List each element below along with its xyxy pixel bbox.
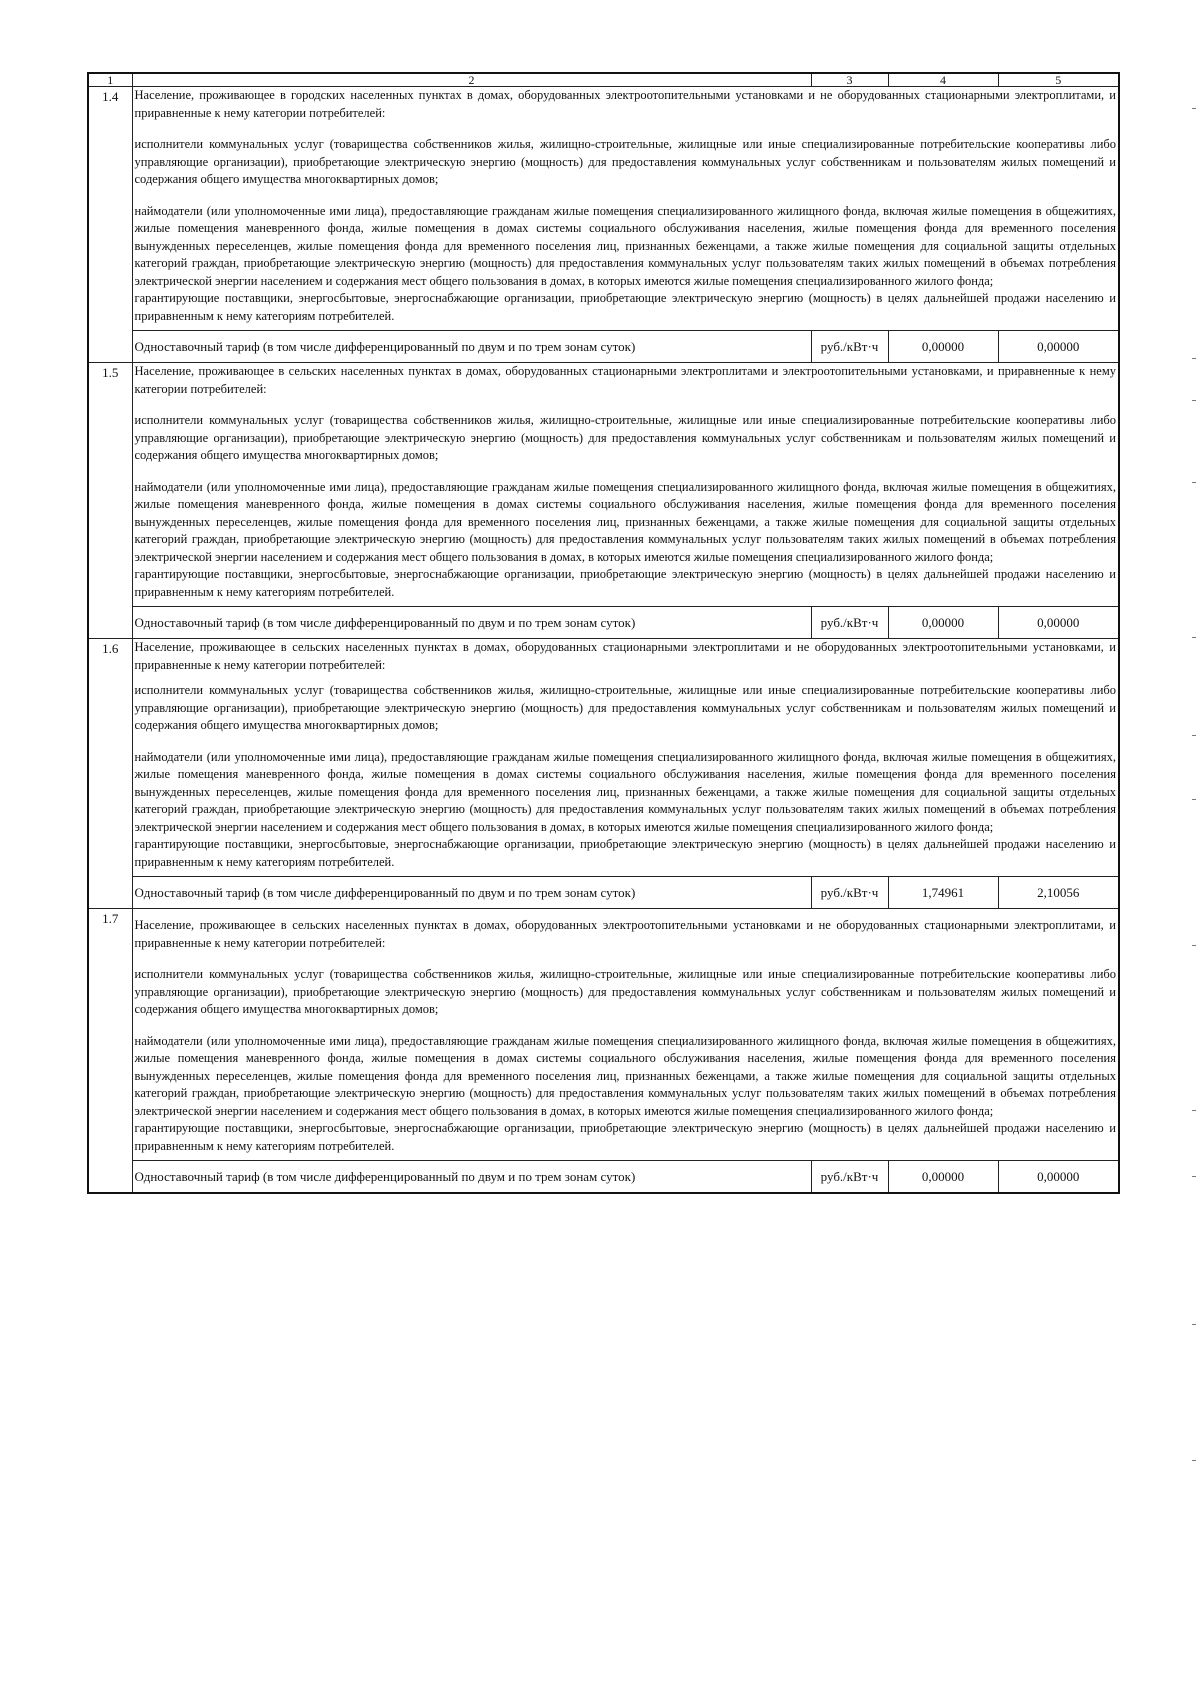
tariff-value-col5: 0,00000 (998, 607, 1119, 639)
section-paragraph-suppliers: гарантирующие поставщики, энергосбытовые, энергоснабжающие организации, приобретающие электрическую энергию (мощность) в целях дальнейшей продажи населению и приравненным к нему категориям потребителей. (134, 837, 1116, 869)
section-description (132, 363, 1119, 607)
tariff-row (88, 877, 1119, 909)
tariff-unit: руб./кВт·ч (811, 331, 888, 363)
section-paragraph-landlords: наймодатели (или уполномоченные ими лица), предоставляющие гражданам жилые помещения специализированного жилищного фонда, включая жилые помещения в общежитиях, жилые помещения маневренного фонда, жилые помещения в домах системы социального обслуживания населения, жилые помещения фонда для временного поселения вынужденных переселенцев, жилые помещения фонда для временного поселения лиц, признанных беженцами, а также жилые помещения для социальной защиты отдельных категорий граждан, приобретающие электрическую энергию (мощность) для предоставления коммунальных услуг пользователям таких жилых помещений в объемах потребления электрической энергии населением и содержания мест общего пользования в домах, в которых имеются жилые помещения специализированного жилого фонда; (134, 203, 1116, 288)
tariff-unit: руб./кВт·ч (811, 1161, 888, 1194)
section-row (88, 639, 1119, 877)
section-description (132, 87, 1119, 331)
tariff-value-col5: 2,10056 (998, 877, 1119, 909)
column-number-2: 2 (132, 73, 811, 87)
section-paragraph-contractors: исполнители коммунальных услуг (товарищества собственников жилья, жилищно-строительные, жилищные или иные специализированные потребительские кооперативы либо управляющие организации), приобретающие электрическую энергию (мощность) для предоставления коммунальных услуг собственникам и пользователям жилых помещений и содержания общего имущества многоквартирных домов; (134, 137, 1116, 186)
section-paragraph-suppliers: гарантирующие поставщики, энергосбытовые, энергоснабжающие организации, приобретающие электрическую энергию (мощность) в целях дальнейшей продажи населению и приравненным к нему категориям потребителей. (134, 1121, 1116, 1153)
section-paragraph-suppliers: гарантирующие поставщики, энергосбытовые, энергоснабжающие организации, приобретающие электрическую энергию (мощность) в целях дальнейшей продажи населению и приравненным к нему категориям потребителей. (134, 567, 1116, 599)
section-title: Население, проживающее в городских населенных пунктах в домах, оборудованных электроотопительными установками и не оборудованных стационарными электроплитами, и приравненные к нему категории потребителей: (134, 88, 1116, 120)
section-paragraph-suppliers: гарантирующие поставщики, энергосбытовые, энергоснабжающие организации, приобретающие электрическую энергию (мощность) в целях дальнейшей продажи населению и приравненным к нему категориям потребителей. (134, 291, 1116, 323)
tariff-value-col5: 0,00000 (998, 331, 1119, 363)
section-number: 1.4 (88, 87, 132, 363)
tariff-document (87, 72, 1118, 1194)
section-paragraph-contractors: исполнители коммунальных услуг (товарищества собственников жилья, жилищно-строительные, жилищные или иные специализированные потребительские кооперативы либо управляющие организации), приобретающие электрическую энергию (мощность) для предоставления коммунальных услуг собственникам и пользователям жилых помещений и содержания общего имущества многоквартирных домов; (134, 967, 1116, 1016)
section-number: 1.7 (88, 909, 132, 1194)
section-row (88, 87, 1119, 331)
tariff-table (87, 72, 1120, 1194)
section-description (132, 639, 1119, 877)
tariff-label: Одноставочный тариф (в том числе дифференцированный по двум и по трем зонам суток) (132, 607, 811, 639)
section-paragraph-contractors: исполнители коммунальных услуг (товарищества собственников жилья, жилищно-строительные, жилищные или иные специализированные потребительские кооперативы либо управляющие организации), приобретающие электрическую энергию (мощность) для предоставления коммунальных услуг собственникам и пользователям жилых помещений и содержания общего имущества многоквартирных домов; (134, 413, 1116, 462)
tariff-row (88, 331, 1119, 363)
section-title: Население, проживающее в сельских населенных пунктах в домах, оборудованных электроотопительными установками и не оборудованных стационарными электроплитами, и приравненные к нему категории потребителей: (134, 918, 1116, 950)
tariff-value-col5: 0,00000 (998, 1161, 1119, 1194)
tariff-row (88, 1161, 1119, 1194)
section-paragraph-landlords: наймодатели (или уполномоченные ими лица), предоставляющие гражданам жилые помещения специализированного жилищного фонда, включая жилые помещения в общежитиях, жилые помещения маневренного фонда, жилые помещения в домах системы социального обслуживания населения, жилые помещения фонда для временного поселения вынужденных переселенцев, жилые помещения фонда для временного поселения лиц, признанных беженцами, а также жилые помещения для социальной защиты отдельных категорий граждан, приобретающие электрическую энергию (мощность) для предоставления коммунальных услуг пользователям таких жилых помещений в объемах потребления электрической энергии населением и содержания мест общего пользования в домах, в которых имеются жилые помещения специализированного жилого фонда; (134, 479, 1116, 564)
tariff-row (88, 607, 1119, 639)
section-description (132, 909, 1119, 1161)
tariff-label: Одноставочный тариф (в том числе дифференцированный по двум и по трем зонам суток) (132, 1161, 811, 1194)
column-number-1: 1 (88, 73, 132, 87)
section-row (88, 363, 1119, 607)
tariff-label: Одноставочный тариф (в том числе дифференцированный по двум и по трем зонам суток) (132, 331, 811, 363)
section-paragraph-landlords: наймодатели (или уполномоченные ими лица), предоставляющие гражданам жилые помещения специализированного жилищного фонда, включая жилые помещения в общежитиях, жилые помещения маневренного фонда, жилые помещения в домах системы социального обслуживания населения, жилые помещения фонда для временного поселения вынужденных переселенцев, жилые помещения фонда для временного поселения лиц, признанных беженцами, а также жилые помещения для социальной защиты отдельных категорий граждан, приобретающие электрическую энергию (мощность) для предоставления коммунальных услуг пользователям таких жилых помещений в объемах потребления электрической энергии населением и содержания мест общего пользования в домах, в которых имеются жилые помещения специализированного жилого фонда; (134, 1033, 1116, 1118)
column-number-row (88, 73, 1119, 87)
tariff-unit: руб./кВт·ч (811, 877, 888, 909)
section-paragraph-contractors: исполнители коммунальных услуг (товарищества собственников жилья, жилищно-строительные, жилищные или иные специализированные потребительские кооперативы либо управляющие организации), приобретающие электрическую энергию (мощность) для предоставления коммунальных услуг собственникам и пользователям жилых помещений и содержания общего имущества многоквартирных домов; (134, 683, 1116, 732)
column-number-5: 5 (998, 73, 1119, 87)
section-number: 1.5 (88, 363, 132, 639)
scan-edge-marks (1186, 0, 1196, 1685)
tariff-value-col4: 0,00000 (888, 1161, 998, 1194)
tariff-value-col4: 0,00000 (888, 607, 998, 639)
column-number-4: 4 (888, 73, 998, 87)
section-row (88, 909, 1119, 1161)
section-number: 1.6 (88, 639, 132, 909)
section-title: Население, проживающее в сельских населенных пунктах в домах, оборудованных стационарными электроплитами и электроотопительными установками, и приравненные к нему категории потребителей: (134, 364, 1116, 396)
section-title: Население, проживающее в сельских населенных пунктах в домах, оборудованных стационарными электроплитами и не оборудованных электроотопительными установками, и приравненные к нему категории потребителей: (134, 640, 1116, 672)
section-paragraph-landlords: наймодатели (или уполномоченные ими лица), предоставляющие гражданам жилые помещения специализированного жилищного фонда, включая жилые помещения в общежитиях, жилые помещения маневренного фонда, жилые помещения в домах системы социального обслуживания населения, жилые помещения фонда для временного поселения вынужденных переселенцев, жилые помещения фонда для временного поселения лиц, признанных беженцами, а также жилые помещения для социальной защиты отдельных категорий граждан, приобретающие электрическую энергию (мощность) для предоставления коммунальных услуг пользователям таких жилых помещений в объемах потребления электрической энергии населением и содержания мест общего пользования в домах, в которых имеются жилые помещения специализированного жилого фонда; (134, 749, 1116, 834)
tariff-label: Одноставочный тариф (в том числе дифференцированный по двум и по трем зонам суток) (132, 877, 811, 909)
tariff-unit: руб./кВт·ч (811, 607, 888, 639)
column-number-3: 3 (811, 73, 888, 87)
tariff-value-col4: 1,74961 (888, 877, 998, 909)
tariff-value-col4: 0,00000 (888, 331, 998, 363)
